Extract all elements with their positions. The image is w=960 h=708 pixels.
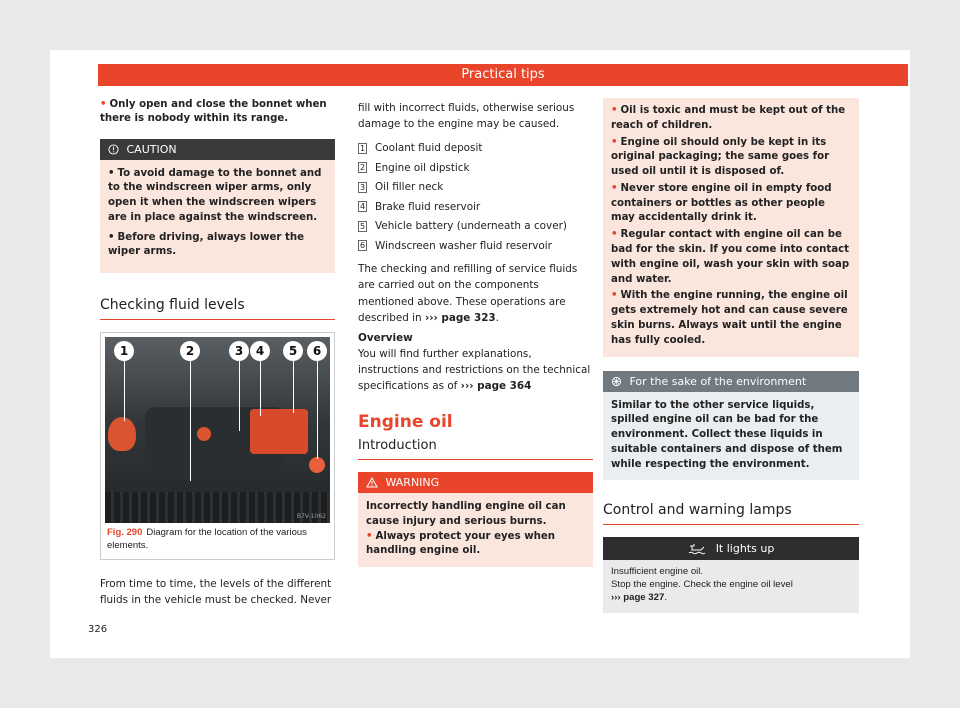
lamp-box (603, 537, 859, 613)
list-item: 5 Vehicle battery (underneath a cover) (359, 220, 567, 232)
page-link-327[interactable]: ››› page 327 (611, 592, 665, 604)
warning-triangle-icon (366, 477, 378, 488)
manual-page (50, 50, 910, 658)
page-header: Practical tips (98, 64, 908, 86)
section-title-fluid-levels: Checking fluid levels (100, 297, 335, 320)
page-link-364[interactable]: ››› page 364 (460, 380, 532, 392)
bullet-icon: • (611, 290, 618, 302)
fluid-intro: From time to time, the levels of the different fluids in the vehicle must be checked. Never (100, 577, 332, 606)
column-3 (603, 98, 859, 613)
section-title-warning-lamps: Control and warning lamps (603, 502, 859, 525)
lamp-header: It lights up (603, 537, 859, 560)
photo-code: B7V-1062 (296, 513, 326, 521)
callout-3: 3 (229, 341, 249, 361)
callout-4: 4 (250, 341, 270, 361)
column-1 (100, 98, 335, 608)
caution-header: CAUTION (100, 139, 335, 160)
figure-caption: Fig. 290 Diagram for the location of the various elements. (107, 527, 307, 552)
list-item: 3 Oil filler neck (359, 181, 444, 193)
page-number: 326 (88, 624, 108, 635)
leader-line (239, 361, 240, 431)
service-fluids-para: The checking and refilling of service fluids are carried out on the components mentioned above. These operations are described in ››› page 323. (358, 263, 578, 324)
engine-bay-photo (105, 337, 330, 523)
leader-line (317, 361, 318, 459)
warning-header: WARNING (358, 472, 593, 493)
info-circle-icon (108, 144, 119, 155)
column-2 (358, 98, 593, 567)
callout-2: 2 (180, 341, 200, 361)
washer-cap (309, 457, 325, 473)
leader-line (293, 361, 294, 413)
caution-box (100, 139, 335, 274)
bullet-icon: • (611, 182, 618, 194)
caution-body (100, 160, 335, 274)
bullet-icon: • (611, 136, 618, 148)
environment-box (603, 371, 859, 481)
bullet-icon: • (366, 530, 373, 542)
list-item: 1 Coolant fluid deposit (359, 142, 483, 154)
warning-item: • Never store engine oil in empty food containers or bottles as other people may accidentally drink it. (611, 182, 832, 224)
environment-header: For the sake of the environment (603, 371, 859, 392)
leader-line (260, 361, 261, 416)
warning-item: • Always protect your eyes when handling engine oil. (366, 530, 556, 557)
oil-warning-continued (603, 98, 859, 357)
callout-6: 6 (307, 341, 327, 361)
leaf-icon (611, 376, 622, 387)
figure-290 (100, 332, 335, 560)
callout-5: 5 (283, 341, 303, 361)
component-list (358, 138, 593, 255)
warning-item: • Engine oil should only be kept in its original packaging; the same goes for used oil until it is disposed of. (611, 136, 830, 178)
lamp-body: Insufficient engine oil. Stop the engine. Check the engine oil level ››› page 327. (611, 566, 793, 604)
leader-line (190, 361, 191, 481)
engine-oil-title: Engine oil (358, 412, 453, 433)
bullet-icon: • (100, 99, 107, 110)
environment-body: Similar to the other service liquids, spilled engine oil can be bad for the environment. Collect these liquids in suitable containers and dispose of them while respecting the environment. (611, 399, 843, 470)
battery-cover (250, 409, 308, 454)
oil-level-lamp-icon (688, 543, 706, 555)
list-item: 2 Engine oil dipstick (359, 161, 470, 174)
warning-item: • Regular contact with engine oil can be bad for the skin. If you come into contact with engine oil, wash your skin with soap and water. (611, 229, 850, 285)
list-item: 6 Windscreen washer fluid reservoir (359, 239, 552, 252)
fluid-continued: fill with incorrect fluids, otherwise serious damage to the engine may be caused. (358, 102, 575, 131)
caution-item: • Before driving, always lower the wiper arms. (108, 231, 305, 258)
warning-item: • With the engine running, the engine oil gets extremely hot and can cause severe skin burns. Always wait until the engine has fully cooled. (611, 290, 848, 346)
leader-line (124, 361, 125, 421)
overview-title: Overview (358, 331, 413, 344)
warning-item: • Oil is toxic and must be kept out of the reach of children. (611, 105, 846, 131)
callout-1: 1 (114, 341, 134, 361)
coolant-tank (108, 417, 136, 451)
page-link-323[interactable]: ››› page 323 (424, 311, 496, 324)
overview-para: You will find further explanations, instructions and restrictions on the technical specifications as of ››› page 364 (358, 347, 591, 392)
introduction-title: Introduction (358, 438, 593, 460)
bullet-icon: • (611, 105, 618, 116)
bonnet-note: • Only open and close the bonnet when there is nobody within its range. (100, 99, 327, 125)
warning-body: Incorrectly handling engine oil can cause injury and serious burns. • Always protect your eyes when handling engine oil. (358, 493, 593, 567)
warning-box (358, 472, 593, 567)
list-item: 4 Brake fluid reservoir (359, 200, 481, 213)
bullet-icon: • (611, 229, 618, 241)
bullet-icon: • (108, 167, 115, 179)
caution-item: • To avoid damage to the bonnet and to the windscreen wiper arms, only open it when the windscreen wipers are in place against the windscreen. (108, 167, 322, 223)
bullet-icon: • (108, 231, 115, 243)
